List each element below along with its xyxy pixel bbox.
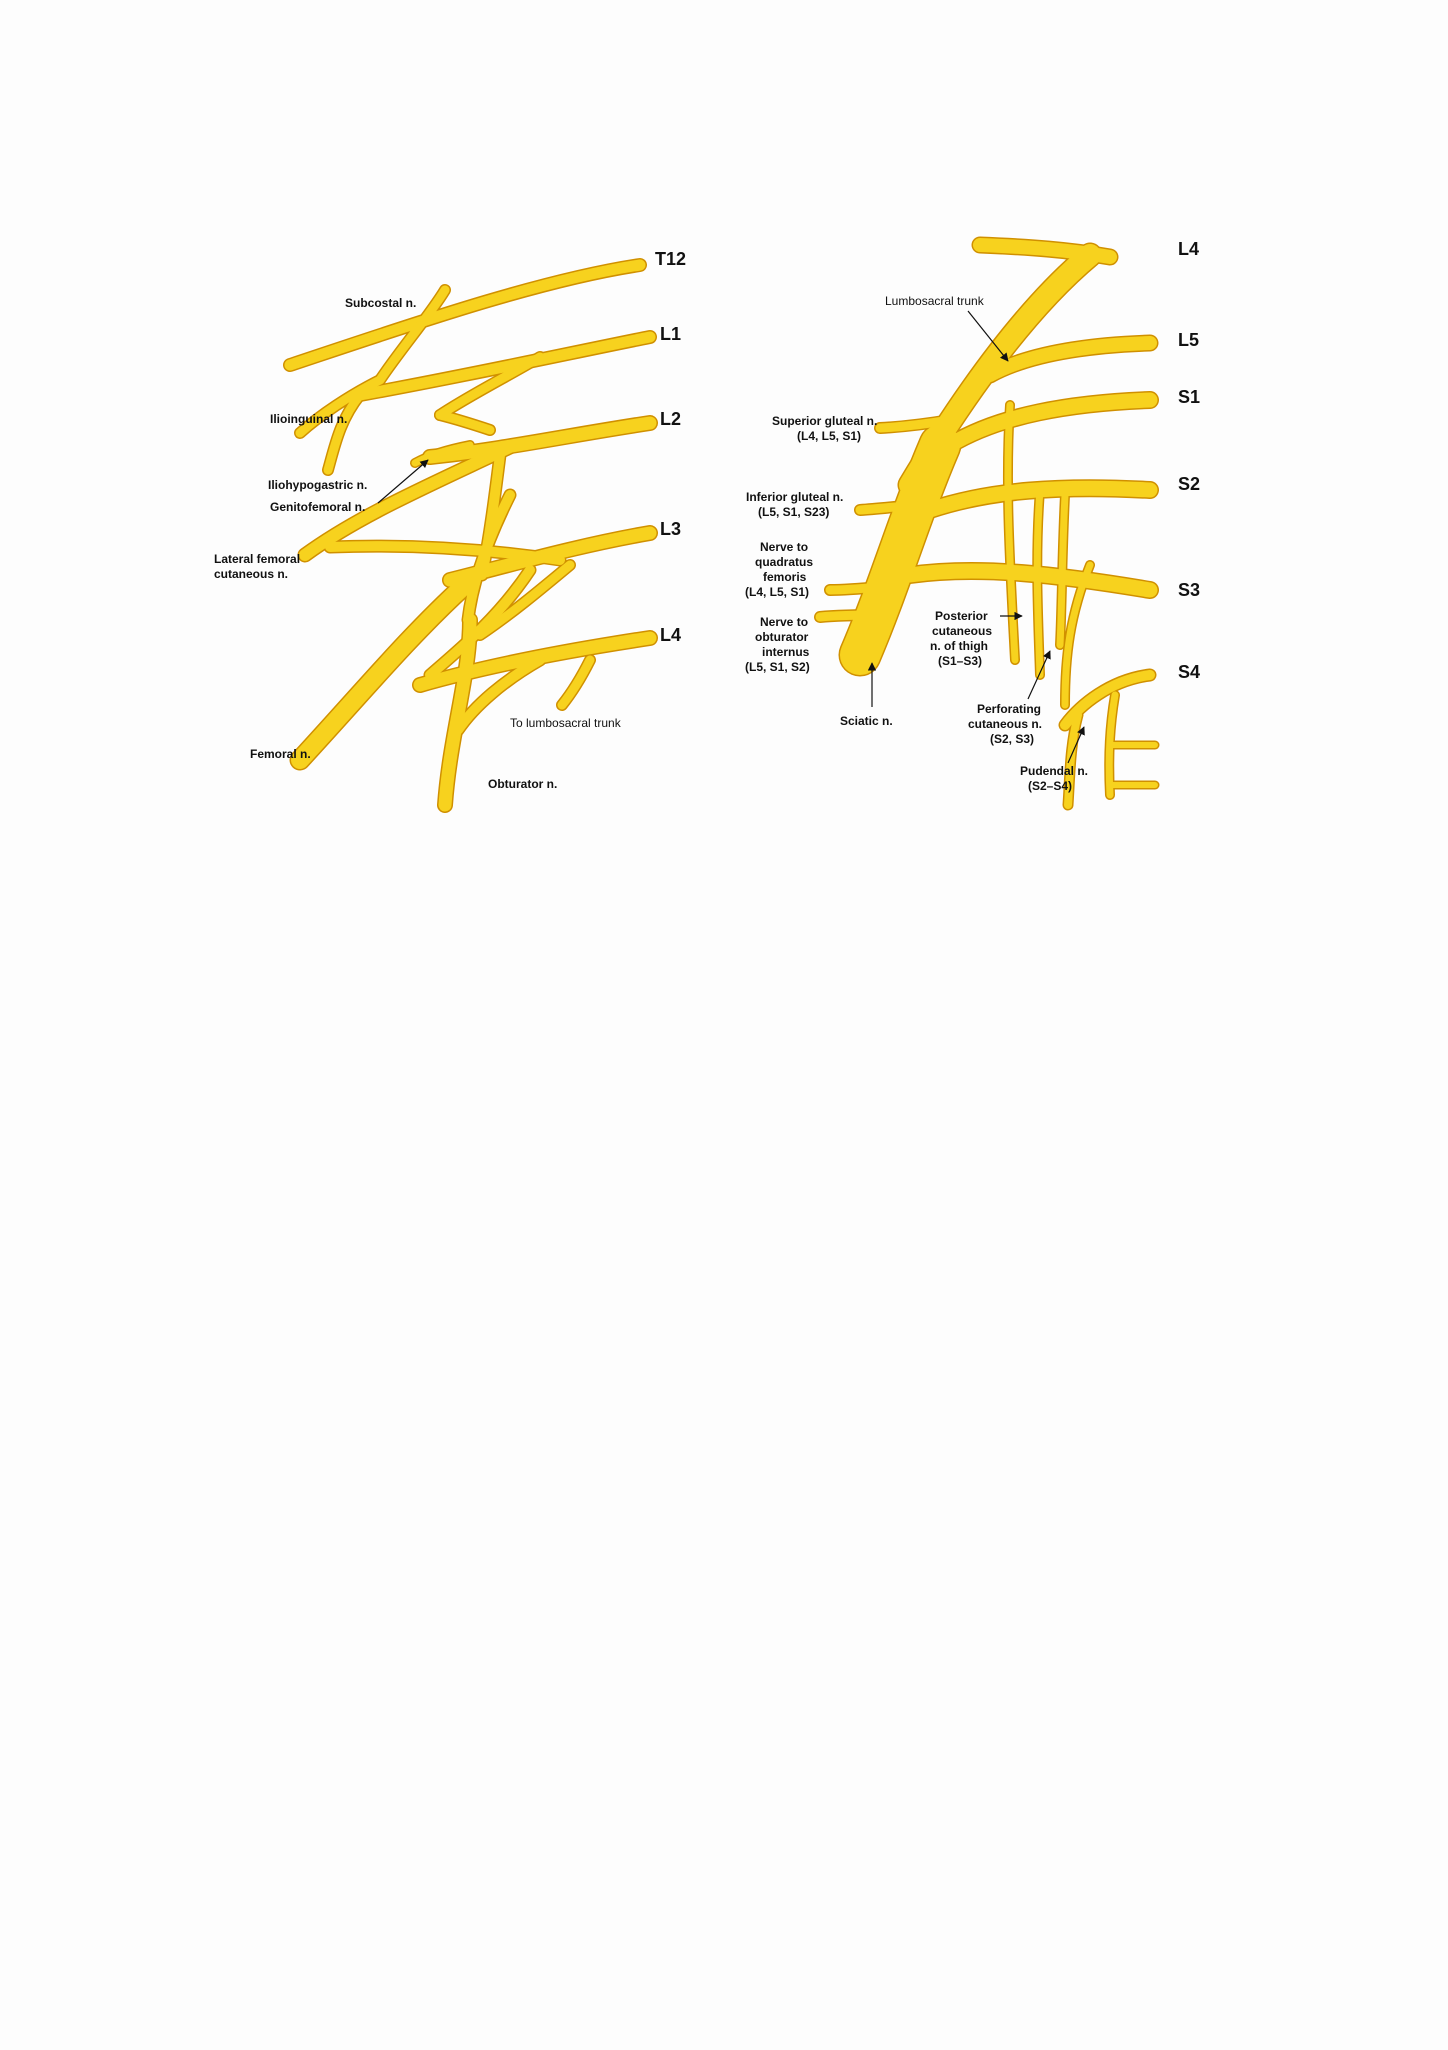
label-superior-gluteal-1: Superior gluteal n. [772,414,878,428]
root-label-l4: L4 [660,625,682,645]
lumbar-plexus-panel [214,249,686,805]
label-pudendal-2: (S2–S4) [1028,779,1073,793]
label-lateral-femoral-2: cutaneous n. [214,567,289,581]
root-label-s4: S4 [1178,662,1201,682]
label-perforating-1: Perforating [977,702,1042,716]
label-posterior-cutaneous-1: Posterior [935,609,988,623]
label-quadratus-2: quadratus [755,555,814,569]
nerve-to-quadratus-femoris [830,585,900,590]
root-label-l3: L3 [660,519,682,539]
label-obturator-internus-4: (L5, S1, S2) [745,660,810,674]
posterior-cutaneous-branch-3 [1060,495,1065,645]
label-perforating-2: cutaneous n. [968,717,1043,731]
posterior-cutaneous-branch-2 [1037,490,1040,675]
lateral-femoral-branch [330,546,560,560]
sacral-plexus-panel [745,239,1200,805]
label-obturator-internus-1: Nerve to [760,615,809,629]
label-sciatic: Sciatic n. [840,714,893,728]
label-obturator: Obturator n. [488,777,558,791]
sciatic-trunk [860,445,940,655]
label-lumbosacral-trunk: Lumbosacral trunk [885,294,984,308]
label-iliohypogastric: Iliohypogastric n. [268,478,368,492]
label-genitofemoral: Genitofemoral n. [270,500,366,514]
label-lateral-femoral-1: Lateral femoral [214,552,301,566]
label-perforating-3: (S2, S3) [990,732,1035,746]
label-obturator-internus-3: internus [762,645,810,659]
label-quadratus-1: Nerve to [760,540,809,554]
l2-root [430,423,650,457]
inferior-gluteal-nerve [860,505,915,510]
root-label-s1: S1 [1178,387,1201,407]
label-to-lumbosacral-trunk: To lumbosacral trunk [510,716,621,730]
label-posterior-cutaneous-3: n. of thigh [930,639,988,653]
root-label-l1: L1 [660,324,682,344]
root-label-l2: L2 [660,409,682,429]
root-label-l5: L5 [1178,330,1200,350]
root-label-t12: T12 [655,249,687,269]
label-subcostal: Subcostal n. [345,296,417,310]
label-quadratus-4: (L4, L5, S1) [745,585,810,599]
label-superior-gluteal-2: (L4, L5, S1) [797,429,862,443]
label-posterior-cutaneous-4: (S1–S3) [938,654,983,668]
root-label-s2: S2 [1178,474,1201,494]
root-label-s3: S3 [1178,580,1201,600]
plexus-diagram [210,235,1220,835]
label-posterior-cutaneous-2: cutaneous [932,624,993,638]
label-inferior-gluteal-1: Inferior gluteal n. [746,490,844,504]
label-femoral: Femoral n. [250,747,311,761]
l4-to-lumbosacral-trunk [562,660,590,705]
label-inferior-gluteal-2: (L5, S1, S23) [758,505,830,519]
lumbosacral-plexus-figure [210,235,1220,835]
root-label-sacral-l4: L4 [1178,239,1200,259]
label-pudendal-1: Pudendal n. [1020,764,1089,778]
label-quadratus-3: femoris [763,570,807,584]
label-ilioinguinal: Ilioinguinal n. [270,412,348,426]
nerve-to-obturator-internus [820,615,885,617]
label-obturator-internus-2: obturator [755,630,809,644]
